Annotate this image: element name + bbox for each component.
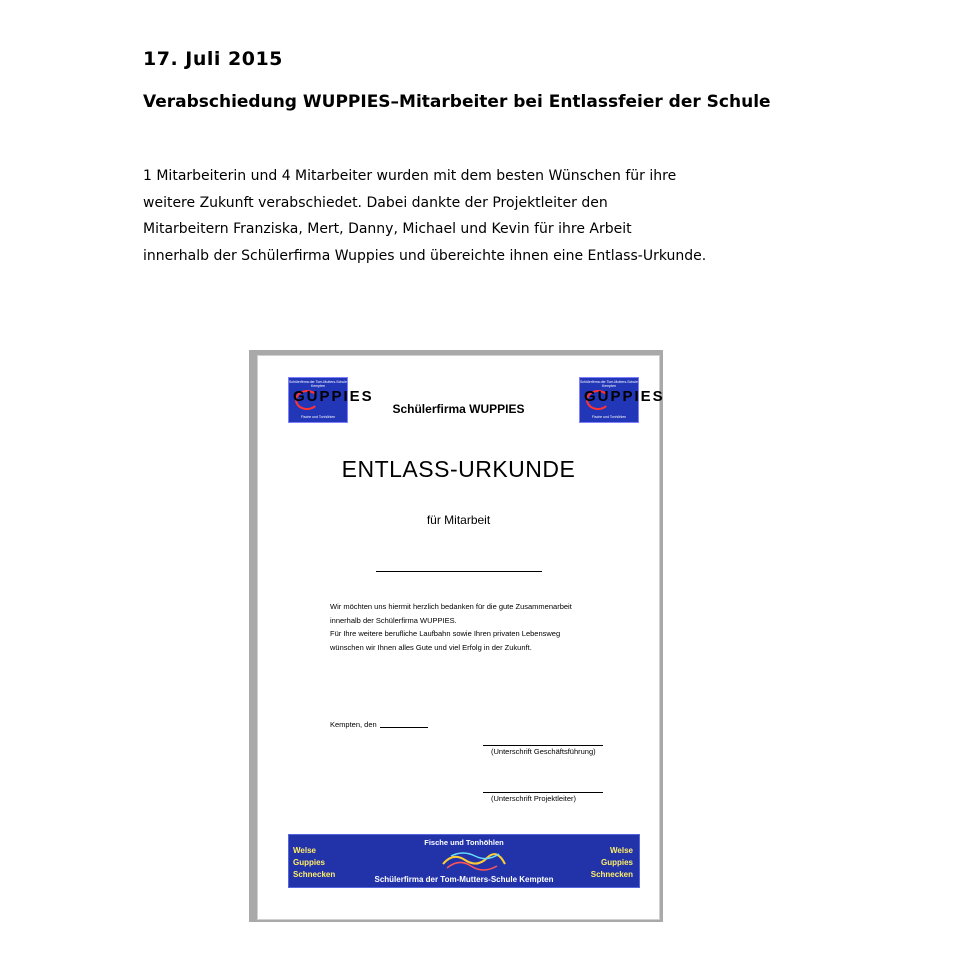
message-line: innerhalb der Schülerfirma WUPPIES. <box>330 615 457 625</box>
certificate-image <box>257 355 665 920</box>
banner-word: Guppies <box>293 858 326 867</box>
logo-bottom-text: Fische und Tonhöhlen <box>300 415 336 419</box>
fish-art-icon <box>439 848 509 874</box>
logo-mark: GUPPIES <box>584 388 665 405</box>
date-line <box>380 727 428 728</box>
banner-bottom-text: Schülerfirma der Tom-Mutters-Schule Kempten <box>374 875 554 884</box>
signature-management: (Unterschrift Geschäftsführung) <box>483 745 603 756</box>
banner-top-text: Fische und Tonhöhlen <box>424 838 504 847</box>
article-paragraph <box>143 163 783 269</box>
logo-right <box>579 377 665 423</box>
place-label: Kempten, den <box>330 720 377 729</box>
name-line <box>376 571 542 572</box>
paragraph-line: innerhalb der Schülerfirma Wuppies und übereichte ihnen eine Entlass-Urkunde. <box>143 247 707 264</box>
banner-word: Schnecken <box>293 870 336 879</box>
banner-word: Welse <box>293 846 316 855</box>
logo-left <box>288 377 374 423</box>
signature-project-lead: (Unterschrift Projektleiter) <box>483 792 603 803</box>
message-line: Wir möchten uns hiermit herzlich bedanken für die gute Zusammenarbeit <box>330 602 572 611</box>
message-line: wünschen wir Ihnen alles Gute und viel Erfolg in der Zukunft. <box>330 642 532 652</box>
message-line: Für Ihre weitere berufliche Laufbahn sowie Ihren privaten Lebensweg <box>330 629 561 638</box>
article-date: 17. Juli 2015 <box>143 48 283 70</box>
certificate-banner <box>288 834 640 888</box>
logo-bottom-text: Fische und Tonhöhlen <box>591 415 627 419</box>
place-date <box>330 720 428 729</box>
certificate-company: Schülerfirma WUPPIES <box>392 402 525 416</box>
banner-word: Guppies <box>600 858 633 867</box>
paragraph-line: Mitarbeitern Franziska, Mert, Danny, Michael und Kevin für ihre Arbeit <box>143 221 632 237</box>
banner-word: Welse <box>610 846 633 855</box>
certificate-subtitle: für Mitarbeit <box>426 513 491 527</box>
logo-top-text: Schülerfirma der Tom-Mutters-Schule Kempten <box>289 380 347 388</box>
article-headline: Verabschiedung WUPPIES–Mitarbeiter bei Entlassfeier der Schule <box>143 92 771 112</box>
logo-top-text: Schülerfirma der Tom-Mutters-Schule Kempten <box>580 380 638 388</box>
paragraph-line: weitere Zukunft verabschiedet. Dabei dankte der Projektleiter den <box>143 194 608 211</box>
logo-mark: GUPPIES <box>293 388 374 405</box>
paragraph-line: 1 Mitarbeiterin und 4 Mitarbeiter wurden mit dem besten Wünschen für ihre <box>143 168 677 184</box>
banner-word: Schnecken <box>590 870 633 879</box>
certificate-message <box>330 600 572 654</box>
certificate-title: ENTLASS-URKUNDE <box>341 456 576 482</box>
